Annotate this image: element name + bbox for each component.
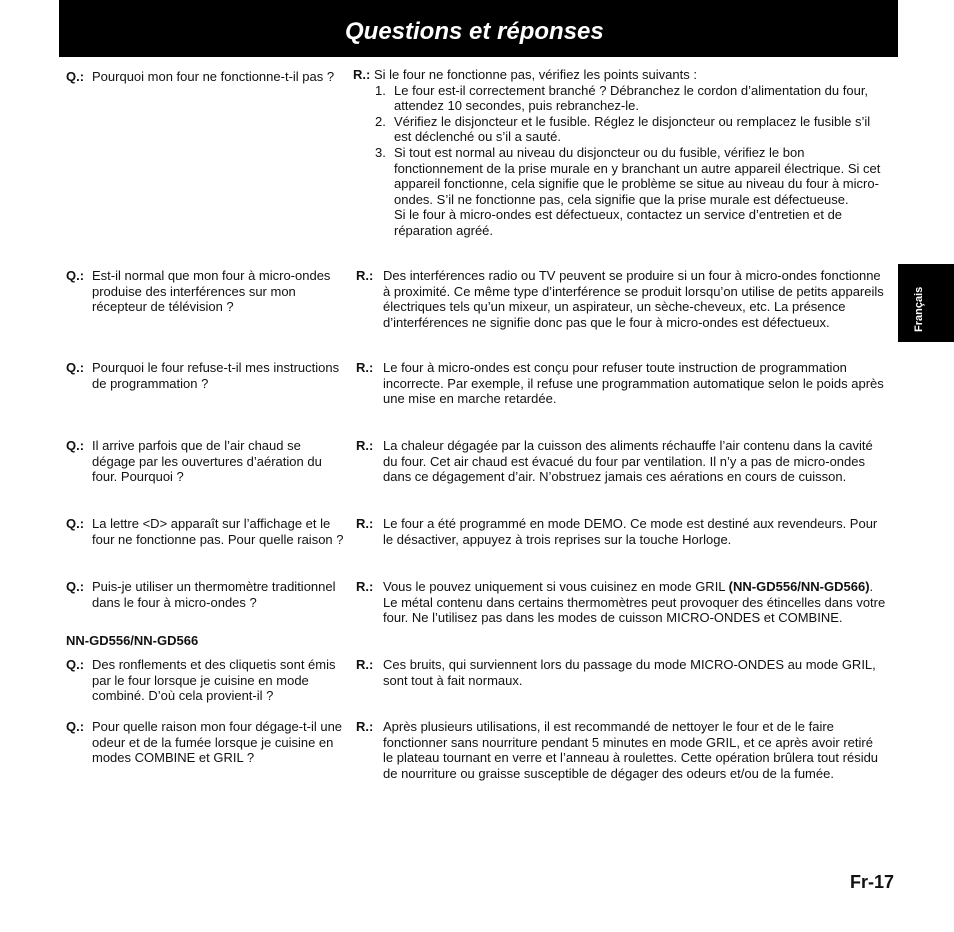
question-text: Pour quelle raison mon four dégage-t-il une odeur et de la fumée lorsque je cuisine en modes COMBINE et GRIL ? [92,719,343,766]
title-bar [59,0,898,57]
answer-label: R.: [356,657,374,672]
question-text: Pourquoi mon four ne fonctionne-t-il pas ? [92,69,335,84]
answer-8 [356,719,886,781]
page-number: Fr-17 [850,872,895,892]
list-number: 3. [375,144,386,160]
question-label: Q.: [66,69,85,84]
question-5 [66,516,346,547]
question-2 [66,268,346,315]
answer-3 [356,360,886,407]
question-text: Pourquoi le four refuse-t-il mes instructions de programmation ? [92,360,340,391]
list-number: 2. [375,113,386,129]
list-text: Le four est-il correctement branché ? Débranchez le cordon d’alimentation du four, attendez 10 secondes, puis rebranchez-le. [394,82,869,114]
answer-text: La chaleur dégagée par la cuisson des aliments réchauffe l’air contenu dans la cavité du four. Cet air chaud est évacué du four par ventilation. Il n’y a pas de micro-ondes dans ce dégagement d’air. N’obstruez jamais ces aérations en cours de cuisson. [383,438,873,485]
list-text: Vérifiez le disjoncteur et le fusible. Réglez le disjoncteur ou remplacez le fusible s’il est déclenché ou s’il a sauté. [394,113,871,145]
answer-4 [356,438,886,485]
answer-label: R.: [356,719,374,734]
question-label: Q.: [66,719,85,734]
question-text: La lettre <D> apparaît sur l’affichage et le four ne fonctionne pas. Pour quelle raison ? [92,516,344,547]
answer-text: Ces bruits, qui surviennent lors du passage du mode MICRO-ONDES au mode GRIL, sont tout à fait normaux. [383,657,876,688]
question-label: Q.: [66,657,85,672]
answer-text-part: Vous le pouvez uniquement si vous cuisinez en mode GRIL [383,579,729,594]
answer-text-part: . Le métal contenu dans certains thermomètres peut provoquer des étincelles dans votre four. Ne l’utilisez pas dans les modes de cuisson MICRO-ONDES et COMBINE. [383,579,886,626]
answer-7 [356,657,886,688]
question-7 [66,657,346,704]
answer-note: Si le four à micro-ondes est défectueux, contactez un service d’entretien et de réparation agréé. [394,207,843,238]
answer-label: R.: [356,516,374,531]
question-4 [66,438,346,485]
answer-intro: Si le four ne fonctionne pas, vérifiez les points suivants : [373,67,697,82]
question-6 [66,579,346,610]
answer-5 [356,516,886,547]
answer-label: R.: [356,579,374,594]
question-3 [66,360,346,391]
answer-text: Après plusieurs utilisations, il est recommandé de nettoyer le four et de le faire fonctionner sans nourriture pendant 5 minutes en mode GRIL, et ce après avoir retiré le plateau tournant en verre et l’anneau à roulettes. Cette opération brûlera tout résidu de nourriture ou graisse susceptible de dégager des odeurs et/ou de la fumée. [383,719,879,781]
answer-label: R.: [356,360,374,375]
model-heading: NN-GD556/NN-GD566 [66,633,199,648]
list-item [375,83,883,114]
list-item [375,114,883,145]
answer-label: R.: [356,268,374,283]
question-8 [66,719,346,766]
answer-2 [356,268,886,330]
answer-text: Des interférences radio ou TV peuvent se produire si un four à micro-ondes fonctionne à proximité. Ce même type d’interférence se produit lorsqu’on utilise de petits appareils électriques tels qu’un mixeur, un aspirateur, un sèche-cheveux, etc. La présence d’interférences ne signifie donc pas que le four à micro-ondes est défectueux. [383,268,884,330]
answer-text: Le four à micro-ondes est conçu pour refuser toute instruction de programmation incorrecte. Par exemple, il refuse une programmation automatique selon le poids après une mise en marche retardée. [383,360,884,407]
answer-label: R.: [356,438,374,453]
answer-text [383,579,886,626]
question-text: Est-il normal que mon four à micro-ondes produise des interférences sur mon récepteur de télévision ? [92,268,331,315]
question-text: Puis-je utiliser un thermomètre traditionnel dans le four à micro-ondes ? [92,579,336,610]
list-number: 1. [375,82,386,98]
question-label: Q.: [66,516,85,531]
answer-text: Le four a été programmé en mode DEMO. Ce mode est destiné aux revendeurs. Pour le désactiver, appuyez à trois reprises sur la touche Horloge. [383,516,878,547]
question-label: Q.: [66,579,85,594]
question-text: Il arrive parfois que de l’air chaud se dégage par les ouvertures d’aération du four. Pourquoi ? [92,438,322,485]
answer-label: R.: [353,67,371,82]
question-text: Des ronflements et des cliquetis sont émis par le four lorsque je cuisine en mode combiné. D’où cela provient-il ? [92,657,336,704]
question-1 [66,69,346,85]
answer-1 [353,67,883,239]
list-text: Si tout est normal au niveau du disjoncteur ou du fusible, vérifiez le bon fonctionnement de la prise murale en y branchant un autre appareil électrique. Si cet appareil fonctionne, cela signifie que le problème se situe au niveau du four à micro-ondes. S’il ne fonctionne pas, cela signifie que la prise murale est défectueuse. [394,144,881,207]
language-tab [898,264,954,342]
answer-checklist [353,83,883,208]
question-label: Q.: [66,268,85,283]
page-title: Questions et réponses [345,18,604,45]
answer-6 [356,579,886,626]
language-tab-label: Français [913,286,925,332]
list-item [375,145,883,207]
question-label: Q.: [66,360,85,375]
question-label: Q.: [66,438,85,453]
answer-model-bold: (NN-GD556/NN-GD566) [728,579,870,594]
